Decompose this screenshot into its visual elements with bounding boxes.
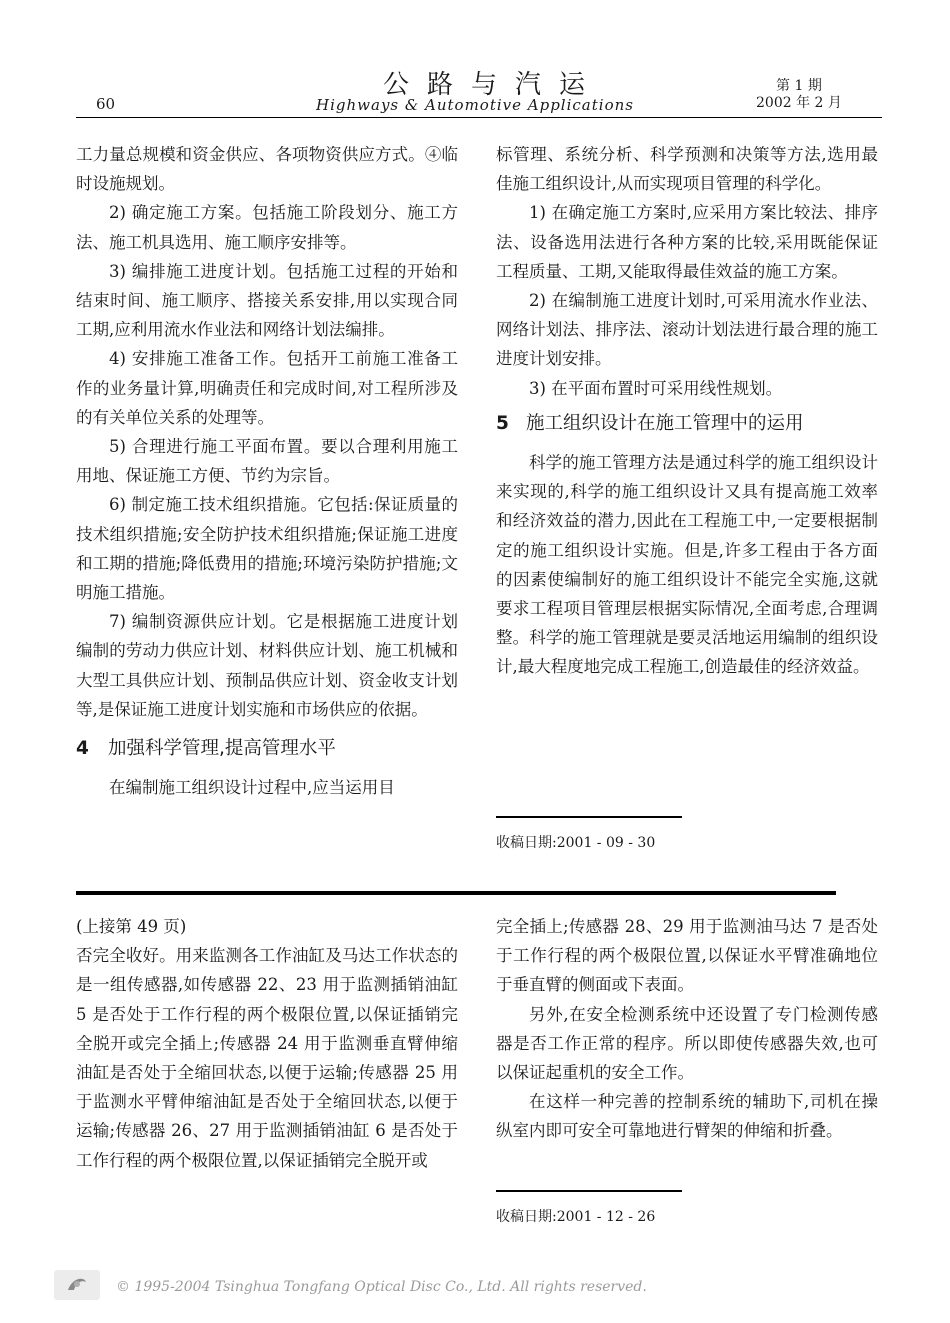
footnote-rule — [496, 1190, 682, 1192]
paragraph: 在这样一种完善的控制系统的辅助下,司机在操纵室内即可安全可靠地进行臂架的伸缩和折叠。 — [496, 1092, 878, 1141]
journal-english-title: Highways & Automotive Applications — [316, 96, 634, 114]
copyright-notice: © 1995-2004 Tsinghua Tongfang Optical Disc Co., Ltd. All rights reserved. — [116, 1279, 647, 1295]
section-number: 5 — [496, 412, 509, 434]
paragraph: 7) 编制资源供应计划。它是根据施工进度计划编制的劳动力供应计划、材料供应计划、施工机械和大型工具供应计划、预制品供应计划、资金收支计划等,是保证施工进度计划实施和市场供应的依据。 — [76, 612, 458, 719]
paragraph: 2) 在编制施工进度计划时,可采用流水作业法、网络计划法、排序法、滚动计划法进行最合理的施工进度计划安排。 — [496, 291, 878, 369]
section-5-heading — [496, 409, 878, 438]
section-title: 施工组织设计在施工管理中的运用 — [526, 412, 804, 434]
paragraph: 3) 编排施工进度计划。包括施工过程的开始和结束时间、施工顺序、搭接关系安排,用以实现合同工期,应利用流水作业法和网络计划法编排。 — [76, 261, 458, 340]
issue-number: 第 1 期 — [776, 78, 822, 94]
paragraph: 工力量总规模和资金供应、各项物资供应方式。④临时设施规划。 — [76, 145, 458, 194]
paragraph: 4) 安排施工准备工作。包括开工前施工准备工作的业务量计算,明确责任和完成时间,对工程所涉及的有关单位关系的处理等。 — [76, 349, 458, 427]
paragraph: 在编制施工组织设计过程中,应当运用目 — [109, 778, 395, 798]
lower-right-column — [496, 912, 878, 1146]
publisher-logo — [54, 1270, 100, 1300]
footnote-rule — [496, 816, 682, 818]
section-title: 加强科学管理,提高管理水平 — [108, 738, 336, 760]
header-rule — [76, 117, 882, 118]
paragraph: 否完全收好。用来监测各工作油缸及马达工作状态的是一组传感器,如传感器 22、23 用于监测插销油缸 5 是否处于工作行程的两个极限位置,以保证插销完全脱开或完全插上;传感器 24 用于监测垂直臂伸缩油缸是否处于全缩回状态,以便于运输;传感器 25 用于监测水平臂伸缩油缸是否处于全缩回状态,以便于运输;传感器 26、27 用于监测插销油缸 6 是否处于工作行程的两个极限位置,以保证插销完全脱开或 — [76, 946, 458, 1170]
issue-info — [756, 78, 842, 112]
continued-note: (上接第 49 页) — [76, 917, 187, 936]
paragraph: 1) 在确定施工方案时,应采用方案比较法、排序法、设备选用法进行各种方案的比较,采用既能保证工程质量、工期,又能取得最佳效益的施工方案。 — [496, 203, 878, 281]
paragraph: 另外,在安全检测系统中还设置了专门检测传感器是否工作正常的程序。所以即使传感器失效,也可以保证起重机的安全工作。 — [496, 1004, 878, 1083]
paragraph: 5) 合理进行施工平面布置。要以合理利用施工用地、保证施工方便、节约为宗旨。 — [76, 437, 458, 486]
lower-left-column — [76, 912, 458, 1175]
issue-date: 2002 年 2 月 — [756, 95, 842, 111]
page-number: 60 — [96, 95, 116, 113]
received-date: 收稿日期:2001 - 12 - 26 — [496, 1209, 656, 1225]
paragraph: 6) 制定施工技术组织措施。它包括:保证质量的技术组织措施;安全防护技术组织措施;保证施工进度和工期的措施;降低费用的措施;环境污染防护措施;文明施工措施。 — [76, 495, 458, 603]
paragraph: 3) 在平面布置时可采用线性规划。 — [529, 378, 783, 398]
upper-right-column — [496, 140, 878, 682]
upper-left-column — [76, 140, 458, 802]
article-divider — [76, 891, 836, 895]
paragraph: 完全插上;传感器 28、29 用于监测油马达 7 是否处于工作行程的两个极限位置,以保证水平臂准确地位于垂直臂的侧面或下表面。 — [496, 917, 878, 995]
paragraph: 科学的施工管理方法是通过科学的施工组织设计来实现的,科学的施工组织设计又具有提高施工效率和经济效益的潜力,因此在工程施工中,一定要根据制定的施工组织设计实施。但是,许多工程由于各方面的因素使编制好的施工组织设计不能完全实施,这就要求工程项目管理层根据实际情况,全面考虑,合理调整。科学的施工管理就是要灵活地运用编制的组织设计,最大程度地完成工程施工,创造最佳的经济效益。 — [496, 453, 878, 677]
section-number: 4 — [76, 738, 89, 760]
paragraph: 标管理、系统分析、科学预测和决策等方法,选用最佳施工组织设计,从而实现项目管理的科学化。 — [496, 145, 878, 194]
section-4-heading — [76, 734, 458, 763]
paragraph: 2) 确定施工方案。包括施工阶段划分、施工方法、施工机具选用、施工顺序安排等。 — [76, 203, 458, 252]
journal-title: 公路与汽运 — [382, 70, 603, 100]
received-date: 收稿日期:2001 - 09 - 30 — [496, 835, 656, 851]
publisher-logo-icon — [54, 1270, 100, 1300]
